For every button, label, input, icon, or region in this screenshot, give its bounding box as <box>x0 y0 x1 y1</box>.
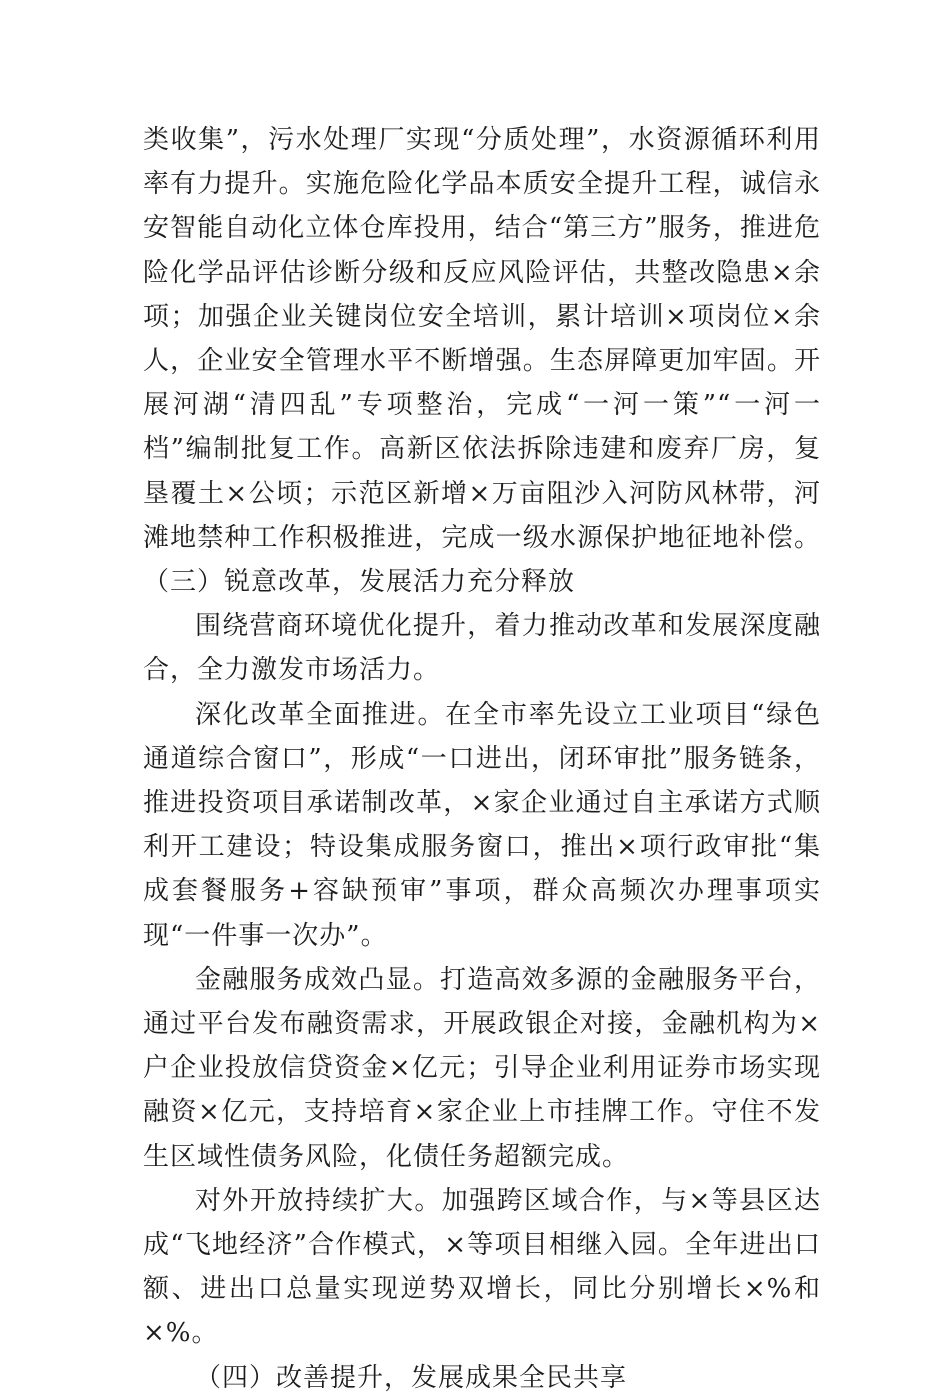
section-heading-4: （四）改善提升，发展成果全民共享 <box>195 1362 628 1393</box>
paragraph-opening-up: 对外开放持续扩大。加强跨区域合作，与×等县区达成“飞地经济”合作模式，×等项目相继入园。全年进出口额、进出口总量实现逆势双增长，同比分别增长×%和×%。 <box>143 1185 821 1349</box>
document-body <box>143 118 821 1400</box>
paragraph-reform-intro: 围绕营商环境优化提升，着力推动改革和发展深度融合，全力激发市场活力。 <box>143 611 821 686</box>
paragraph-financial-services: 金融服务成效凸显。打造高效多源的金融服务平台，通过平台发布融资需求，开展政银企对接，金融机构为×户企业投放信贷资金×亿元；引导企业利用证券市场实现融资×亿元，支持培育×家企业上市挂牌工作。守住不发生区域性债务风险，化债任务超额完成。 <box>143 964 821 1172</box>
paragraph-reform-progress: 深化改革全面推进。在全市率先设立工业项目“绿色通道综合窗口”，形成“一口进出，闭环审批”服务链条，推进投资项目承诺制改革，×家企业通过自主承诺方式顺利开工建设；特设集成服务窗口，推出×项行政审批“集成套餐服务+容缺预审”事项，群众高频次办理事项实现“一件事一次办”。 <box>143 699 821 951</box>
paragraph-continuation: 类收集”，污水处理厂实现“分质处理”，水资源循环利用率有力提升。实施危险化学品本质安全提升工程，诚信永安智能自动化立体仓库投用，结合“第三方”服务，推进危险化学品评估诊断分级和反应风险评估，共整改隐患×余项；加强企业关键岗位安全培训，累计培训×项岗位×余人，企业安全管理水平不断增强。生态屏障更加牢固。开展河湖“清四乱”专项整治，完成“一河一策”“一河一档”编制批复工作。高新区依法拆除违建和废弃厂房，复垦覆土×公顷；示范区新增×万亩阻沙入河防风林带，河滩地禁种工作积极推进，完成一级水源保护地征地补偿。（三）锐意改革，发展活力充分释放 <box>143 125 821 598</box>
